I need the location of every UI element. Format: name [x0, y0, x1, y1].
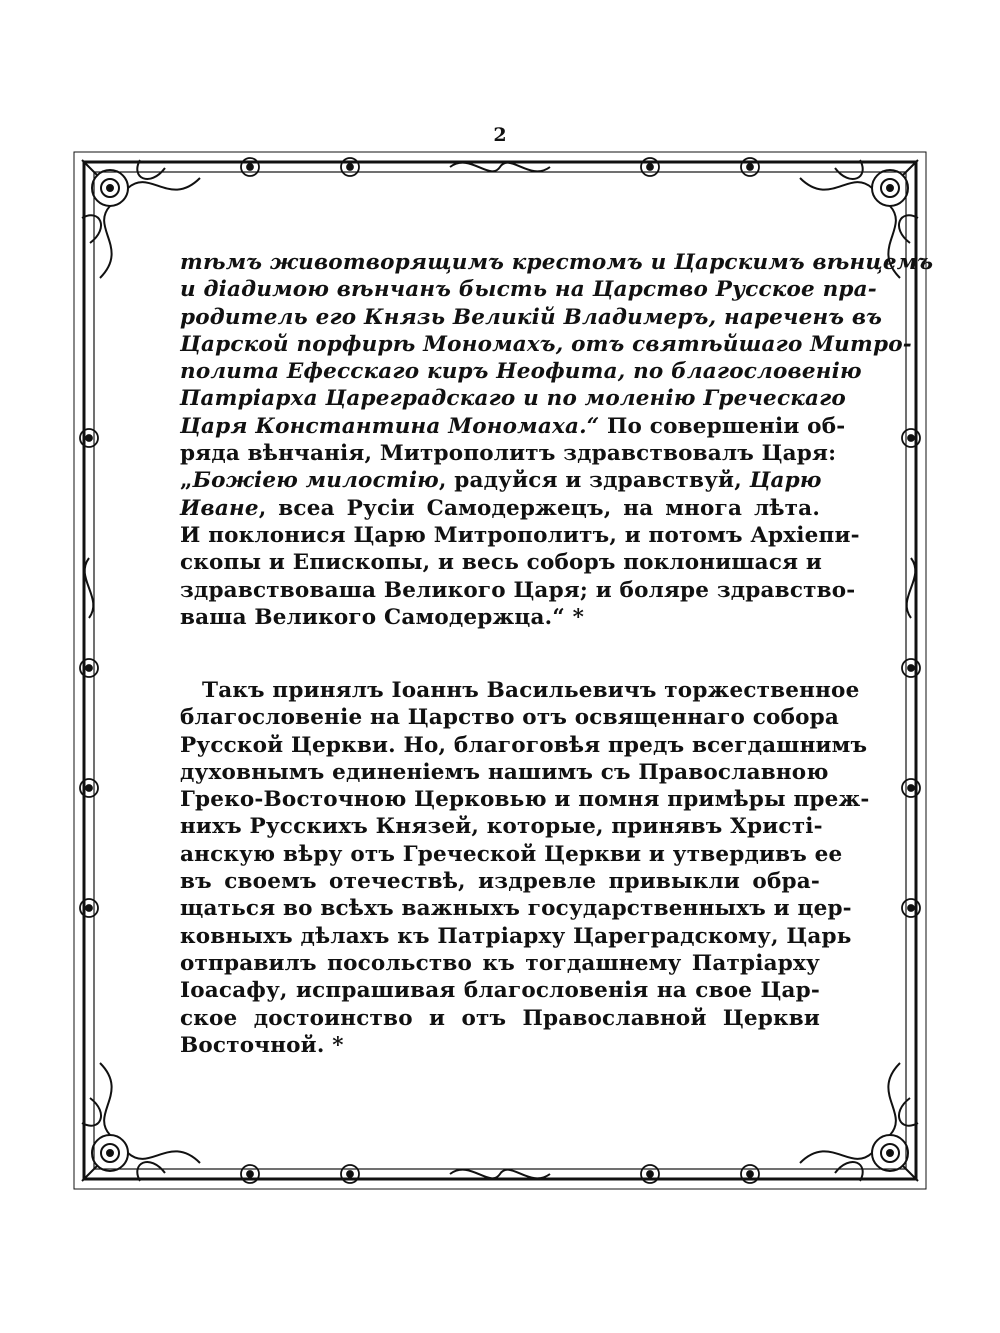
- text-line: и діадимою вѣнчанъ бысть на Царство Русское пра-: [180, 277, 877, 303]
- page-number: 2: [493, 124, 507, 146]
- text-line: скопы и Епископы, и весь соборъ поклонишася и: [180, 550, 823, 576]
- text-line: духовнымъ единеніемъ нашимъ съ Православною: [180, 759, 829, 785]
- text-line: щаться во всѣхъ важныхъ государственныхъ и цер-: [180, 896, 852, 922]
- text-line: анскую вѣру отъ Греческой Церкви и утвердивъ ее: [180, 841, 843, 867]
- text-italic: Божіею милостію: [192, 468, 439, 494]
- text-roman: , всеа Русіи Самодержецъ, на многа лѣта.: [258, 495, 820, 521]
- text-line: отправилъ посольство къ тогдашнему Патріарху: [180, 950, 820, 976]
- text-line: родитель его Князь Великій Владимеръ, нареченъ въ: [180, 304, 883, 330]
- paragraph-1: [180, 249, 934, 631]
- text-line: ряда вѣнчанія, Митрополитъ здравствовалъ Царя:: [180, 441, 837, 467]
- corner-ornament-bottom-right: [800, 1063, 918, 1181]
- text-line: Русской Церкви. Но, благоговѣя предъ всегдашнимъ: [180, 732, 868, 758]
- text-line: [180, 467, 820, 494]
- text-roman: , радуйся и здравствуй,: [438, 468, 750, 494]
- text-roman: По совершеніи об-: [599, 413, 846, 439]
- text-line: благословеніе на Царство отъ освященнаго собора: [180, 705, 840, 731]
- text-italic: Иване: [180, 495, 259, 521]
- corner-ornament-bottom-left: [82, 1063, 200, 1181]
- text-line: [180, 495, 820, 522]
- text-line: въ своемъ отечествѣ, издревле привыкли обра-: [180, 869, 820, 895]
- text-roman: „: [180, 468, 193, 494]
- text-line: тѣмъ животворящимъ крестомъ и Царскимъ вѣнцемъ: [180, 250, 934, 275]
- text-line: Восточной. *: [180, 1032, 344, 1058]
- text-line: ваша Великого Самодержца.“ *: [180, 604, 585, 630]
- text-italic: Царя Константина Мономаха.“: [180, 413, 600, 439]
- text-line: Царской порфирѣ Мономахъ, отъ святѣйшаго Митро-: [180, 331, 912, 357]
- text-line: Греко-Восточною Церковью и помня примѣры преж-: [180, 787, 870, 813]
- text-italic: Царю: [749, 468, 822, 494]
- text-line: Такъ принялъ Іоаннъ Васильевичъ торжественное: [202, 678, 860, 703]
- text-line: здравствоваша Великого Царя; и боляре здравство-: [180, 577, 856, 603]
- text-line: И поклонися Царю Митрополитъ, и потомъ Архіепи-: [180, 522, 860, 548]
- text-line: нихъ Русскихъ Князей, которые, принявъ Христі-: [180, 814, 823, 840]
- text-line: ское достоинство и отъ Православной Церкви: [180, 1005, 820, 1031]
- text-line: полита Ефесскаго киръ Неофита, по благословенію: [180, 359, 862, 385]
- paragraph-2: [180, 677, 870, 1059]
- text-line: [180, 413, 846, 440]
- text-line: ковныхъ дѣлахъ къ Патріарху Цареградскому, Царь: [180, 923, 852, 949]
- text-line: Патріарха Цареградскаго и по моленію Греческаго: [180, 386, 846, 412]
- text-line: Іоасафу, испрашивая благословенія на свое Цар-: [180, 978, 820, 1004]
